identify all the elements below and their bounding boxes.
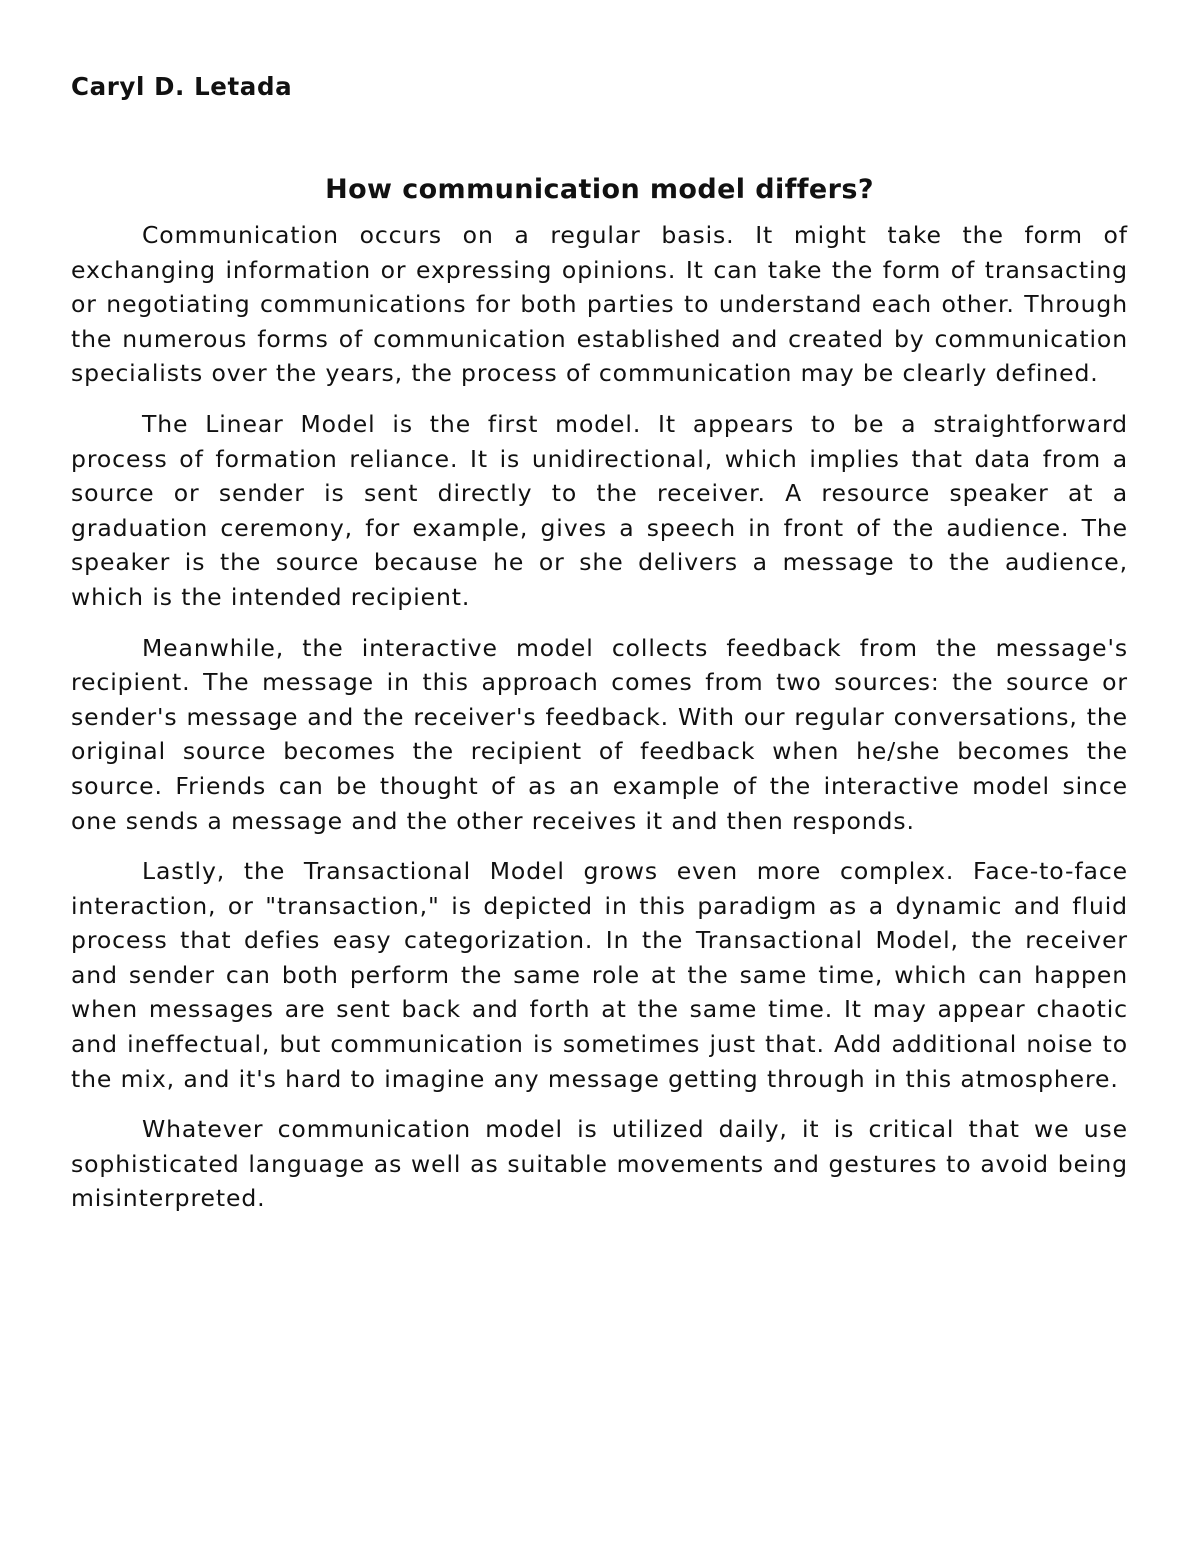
document-title: How communication model differs?	[325, 174, 874, 205]
author-name: Caryl D. Letada	[71, 72, 293, 101]
paragraph-conclusion: Whatever communication model is utilized daily, it is critical that we use sophisticated language as well as suitable movements and gestures to avoid being misinterpreted.	[71, 1115, 1128, 1213]
paragraph-intro: Communication occurs on a regular basis. It might take the form of exchanging information or expressing opinions. It can take the form of transacting or negotiating communications for both parties to understand each other. Through the numerous forms of communication established and created by communication specialists over the years, the process of communication may be clearly defined.	[71, 221, 1128, 388]
paragraph-transactional-model: Lastly, the Transactional Model grows even more complex. Face-to-face interaction, or "transaction," is depicted in this paradigm as a dynamic and fluid process that defies easy categorization. In the Transactional Model, the receiver and sender can both perform the same role at the same time, which can happen when messages are sent back and forth at the same time. It may appear chaotic and ineffectual, but communication is sometimes just that. Add additional noise to the mix, and it's hard to imagine any message getting through in this atmosphere.	[71, 857, 1128, 1093]
document-page	[71, 70, 1128, 1232]
paragraph-interactive-model: Meanwhile, the interactive model collects feedback from the message's recipient. The message in this approach comes from two sources: the source or sender's message and the receiver's feedback. With our regular conversations, the original source becomes the recipient of feedback when he/she becomes the source. Friends can be thought of as an example of the interactive model since one sends a message and the other receives it and then responds.	[71, 633, 1128, 835]
paragraph-linear-model: The Linear Model is the first model. It appears to be a straightforward process of formation reliance. It is unidirectional, which implies that data from a source or sender is sent directly to the receiver. A resource speaker at a graduation ceremony, for example, gives a speech in front of the audience. The speaker is the source because he or she delivers a message to the audience, which is the intended recipient.	[71, 409, 1128, 611]
